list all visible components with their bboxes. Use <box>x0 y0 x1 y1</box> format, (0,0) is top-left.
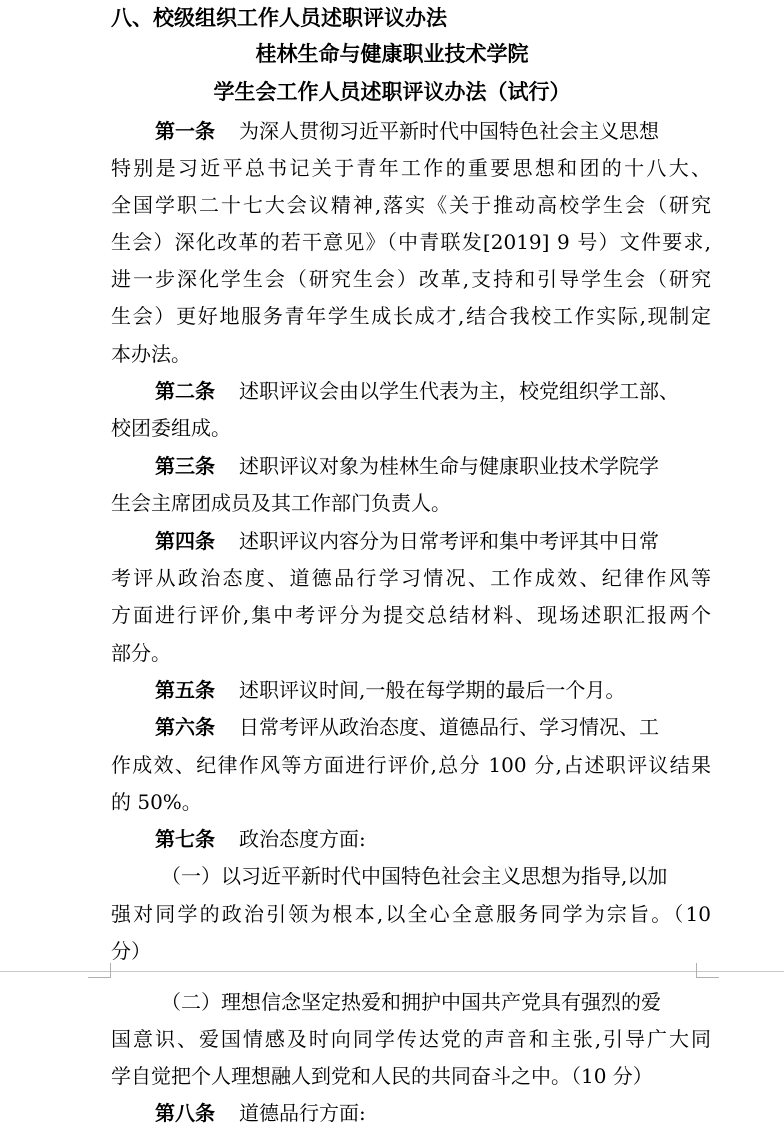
page-break-line <box>0 971 784 972</box>
article-3-label: 第三条 <box>155 454 215 478</box>
article-1-line-5: 进一步深化学生会（研究生会）改革,支持和引导学生会（研究 <box>111 267 711 291</box>
article-4-line-2: 考评从政治态度、道德品行学习情况、工作成效、纪律作风等 <box>111 566 711 590</box>
article-8-label: 第八条 <box>155 1101 215 1125</box>
article-5-label: 第五条 <box>155 678 215 702</box>
article-4-line-1: 第四条 述职评议内容分为日常考评和集中考评其中日常 <box>155 529 659 553</box>
item-1-line-2: 强对同学的政治引领为根本,以全心全意服务同学为宗旨。（10 <box>111 902 711 926</box>
article-4-line-4: 部分。 <box>111 641 171 665</box>
document-subtitle: 学生会工作人员述职评议办法（试行） <box>213 79 571 104</box>
item-2-line-1: （二）理想信念坚定热爱和拥护中国共产党具有强烈的爱 <box>161 990 661 1014</box>
article-6-label: 第六条 <box>155 715 215 739</box>
page-corner-mark-right-next <box>696 972 719 976</box>
article-3-line-2: 生会主席团成员及其工作部门负责人。 <box>111 491 451 515</box>
article-2-line-2: 校团委组成。 <box>111 416 231 440</box>
article-1-line-1: 第一条 为深人贯彻习近平新时代中国特色社会主义思想 <box>155 119 659 143</box>
article-1-line-2: 特别是习近平总书记关于青年工作的重要思想和团的十八大、 <box>111 156 711 180</box>
item-2-line-3: 学自觉把个人理想融人到党和人民的共同奋斗之中。（10 分） <box>111 1064 653 1088</box>
article-1-line-6: 生会）更好地服务青年学生成长成才,结合我校工作实际,现制定 <box>111 304 711 328</box>
section-title: 八、校级组织工作人员述职评议办法 <box>111 5 447 30</box>
article-4-label: 第四条 <box>155 529 215 553</box>
article-4-line-3: 方面进行评价,集中考评分为提交总结材料、现场述职汇报两个 <box>111 603 711 627</box>
article-6-line-3: 的 50%。 <box>111 790 202 814</box>
document-title: 桂林生命与健康职业技术学院 <box>255 41 529 66</box>
item-1-line-3: 分） <box>111 939 151 963</box>
article-7-label: 第七条 <box>155 827 215 851</box>
article-7-line-1: 第七条 政治态度方面: <box>155 827 366 851</box>
article-2-label: 第二条 <box>155 379 215 403</box>
article-5-line-1: 第五条 述职评议时间,一般在每学期的最后一个月。 <box>155 678 626 702</box>
page-corner-mark-left-next <box>88 972 111 976</box>
article-8-line-1: 第八条 道德品行方面: <box>155 1101 366 1125</box>
item-1-line-1: （一）以习近平新时代中国特色社会主义思想为指导,以加 <box>161 864 668 888</box>
article-6-line-1: 第六条 日常考评从政治态度、道德品行、学习情况、工 <box>155 715 659 739</box>
article-2-line-1: 第二条 述职评议会由以学生代表为主，校党组织学工部、 <box>155 379 679 403</box>
article-1-line-4: 生会）深化改革的若干意见》（中青联发[2019] 9 号）文件要求, <box>111 230 711 254</box>
article-3-line-1: 第三条 述职评议对象为桂林生命与健康职业技术学院学 <box>155 454 659 478</box>
article-1-label: 第一条 <box>155 119 215 143</box>
article-1-line-7: 本办法。 <box>111 342 191 366</box>
item-2-line-2: 国意识、爱国情感及时向同学传达党的声音和主张,引导广大同 <box>111 1027 711 1051</box>
article-1-line-3: 全国学职二十七大会议精神,落实《关于推动高校学生会（研究 <box>111 193 711 217</box>
article-6-line-2: 作成效、纪律作风等方面进行评价,总分 100 分,占述职评议结果 <box>111 753 711 777</box>
